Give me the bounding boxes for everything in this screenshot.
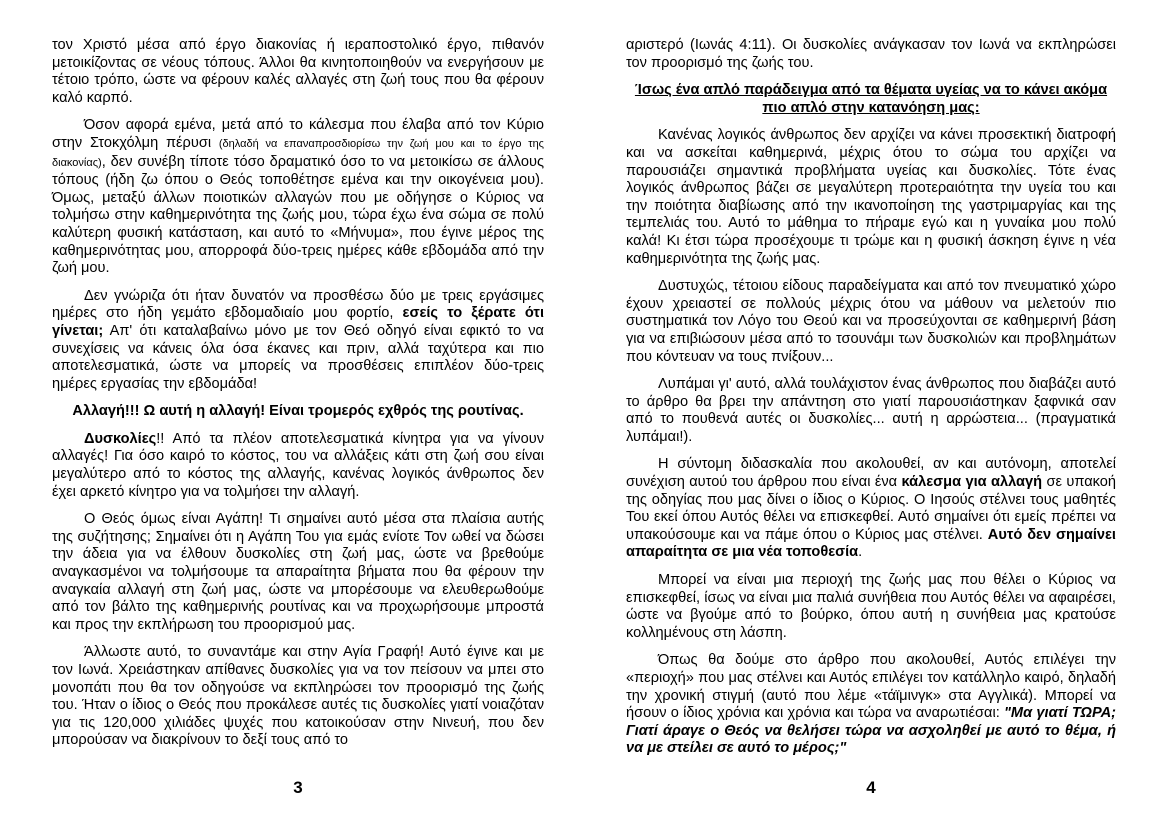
paragraph: Όπως θα δούμε στο άρθρο που ακολουθεί, Αυτός επιλέγει την «περιοχή» που μας στέλνει και Αυτός επιλέγει τον κατάλληλο καιρό, δηλαδή την χρονική στιγμή (αυτό που λέμε «τάϊμινγκ» στα Αγγλικά). Μπορεί να ήσουν ο ίδιος χρόνια και χρόνια και τώρα να αναρωτιέσαι: "Μα γιατί ΤΩΡΑ; Γιατί άραγε ο Θεός να θελήσει τώρα να ασχοληθεί με αυτό το θέμα, ή να με στείλει σε αυτό το μέρος;" — [626, 652, 1116, 757]
paragraph: Άλλωστε αυτό, το συναντάμε και στην Αγία Γραφή! Αυτό έγινε και με τον Ιωνά. Χρειάστηκαν απίθανες δυσκολίες για να τον πείσουν να μπει στο μονοπάτι που θα τον οδηγούσε να εκπληρώσει τον προορισμό της ζωής του. Ήταν ο ίδιος ο Θεός που προκάλεσε αυτές τις δυσκολίες γιατί νοιαζόταν για τις 120,000 χιλιάδες ψυχές που κατοικούσαν στην Νινευή, που δεν μπορούσαν να διακρίνουν το δεξί τους από το — [52, 644, 544, 749]
paragraph: Μπορεί να είναι μια περιοχή της ζωής μας που θέλει ο Κύριος να επισκεφθεί, ίσως να είναι μια παλιά συνήθεια που Αυτός θέλει να αφαιρέσει, ώστε να βγούμε από το βούρκο, όπου αυτή η συνήθεια μας κρατούσε κολλημένους στη λάσπη. — [626, 572, 1116, 641]
paragraph: Δυστυχώς, τέτοιου είδους παραδείγματα και από τον πνευματικό χώρο έχουν χρειαστεί σε πολλούς μέχρις ότου να μάθουν να μελετούν πιο συστηματικά τον Λόγο του Θεού και να προσεύχονται σε καθημερινή βάση για να επιβιώσουν μέσα από το τσουνάμι των δυσκολιών και προβλημάτων που κόντευαν να τους πνίξουν... — [626, 278, 1116, 365]
left-page — [52, 0, 544, 826]
paragraph: Δυσκολίες!! Από τα πλέον αποτελεσματικά κίνητρα για να γίνουν αλλαγές! Για όσο καιρό το κόστος, του να αλλάξεις κάτι στη ζωή σου είναι μεγαλύτερο από το κόστος της αλλαγής, κανένας λογικός άνθρωπος δεν έχει αρκετό κίνητρο για να τολμήσει την αλλαγή. — [52, 430, 544, 500]
right-page-text — [626, 37, 1116, 768]
page-number: 4 — [866, 778, 876, 797]
paragraph: Λυπάμαι γι' αυτό, αλλά τουλάχιστον ένας άνθρωπος που διαβάζει αυτό το άρθρο θα βρει την απάντηση στο γιατί παρουσιάστηκαν ξαφνικά σαν από το πουθενά αυτές οι δυσκολίες... αυτή η αρρώστεια... (πραγματικά λυπάμαι!). — [626, 376, 1116, 445]
parenthetical-note: (δηλαδή να επαναπροσδιορίσω την ζωή μου και το έργο της διακονίας) — [52, 137, 544, 169]
right-page — [626, 0, 1116, 826]
paragraph: Δεν γνώριζα ότι ήταν δυνατόν να προσθέσω δύο με τρεις εργάσιμες ημέρες στο ήδη γεμάτο εβδομαδιαίο μου φορτίο, εσείς το ξέρατε ότι γίνεται; Απ' ότι καταλαβαίνω μόνο με τον Θεό οδηγό είναι εφικτό το να συνεχίσεις να κάνεις όλα όσα έκανες και πριν, αλλά ταχύτερα και πιο αποτελεσματικά, ώστε να μπορείς να προσθέσεις επιπλέον δύο-τρεις ημέρες εργασίας την εβδομάδα! — [52, 287, 544, 392]
page-number: 3 — [293, 778, 303, 797]
paragraph: Κανένας λογικός άνθρωπος δεν αρχίζει να κάνει προσεκτική διατροφή και να ασκείται καθημερινά, μέχρις ότου το σώμα του αρχίζει να παρουσιάζει σημαντικά προβλήματα υγείας και δυσκολίες. Τότε ένας λογικός άνθρωπος βάζει σε μεγαλύτερη προτεραιότητα την υγεία του και την ποιότητα διαβίωσης από την ικανοποίηση της γαστριμαργίας και της τεμπελιάς του. Αυτό το μάθημα το πήραμε εγώ και η γυναίκα μου πολύ καλά! Κι έτσι τώρα προσέχουμε τι τρώμε και η φυσική άσκηση έγινε η νέα καθημερινότητα της ζωής μας. — [626, 127, 1116, 267]
paragraph: Ο Θεός όμως είναι Αγάπη! Τι σημαίνει αυτό μέσα στα πλαίσια αυτής της συζήτησης; Σημαίνει ότι η Αγάπη Του για εμάς ενίοτε Τον ωθεί να δώσει την άδεια για να έλθουν δυσκολίες στη ζωή μας, ώστε να βρεθούμε αναγκασμένοι να τολμήσουμε τα απαραίτητα βήματα που θα φέρουν την αναγκαία αλλαγή στη ζωή μας, ώστε να μπορέσουμε να ελευθερωθούμε από τον βάλτο της καθημερινής ρουτίνας και να προχωρήσουμε μπροστά και προς την εκπλήρωση του προορισμού μας. — [52, 511, 544, 633]
paragraph: τον Χριστό μέσα από έργο διακονίας ή ιεραποστολικό έργο, πιθανόν μετοικίζοντας σε νέους τόπους. Άλλοι θα κινητοποιηθούν να ενεργήσουν με τέτοιο τρόπο, ώστε να φέρουν καλές αλλαγές στη ζωή τους που θα φέρουν καλό καρπό. — [52, 37, 544, 106]
paragraph: αριστερό (Ιωνάς 4:11). Οι δυσκολίες ανάγκασαν τον Ιωνά να εκπληρώσει τον προορισμό της ζωής του. — [626, 37, 1116, 71]
bold-phrase: Αυτό δεν σημαίνει απαραίτητα σε μια νέα τοποθεσία — [626, 526, 1116, 561]
paragraph: Όσον αφορά εμένα, μετά από το κάλεσμα που έλαβα από τον Κύριο στην Στοκχόλμη πέρυσι (δηλαδή να επαναπροσδιορίσω την ζωή μου και το έργο της διακονίας), δεν συνέβη τίποτε τόσο δραματικό όσο το να μετοικίσω σε άλλους τόπους (ήδη ζω όπου ο Θεός τοποθέτησε εμένα και την οικογένεια μου). Όμως, μεταξύ άλλων ποιοτικών αλλαγών που με οδήγησε ο Κύριος να τολμήσω στην καθημερινότητα της ζωής μου, τώρα έχω ένα σώμα σε πολύ καλύτερη φυσική κατάσταση, και αυτό το «Μήνυμα», που έγινε μέρος της καθημερινότητας μου, απορροφά δύο-τρεις ημέρες κάθε εβδομάδα από την ζωή μου. — [52, 117, 544, 277]
section-heading: Αλλαγή!!! Ω αυτή η αλλαγή! Είναι τρομερός εχθρός της ρουτίνας. — [72, 403, 524, 420]
quote: "Μα γιατί ΤΩΡΑ; Γιατί άραγε ο Θεός να θελήσει τώρα να ασχοληθεί με αυτό το θέμα, ή να με στείλει σε αυτό το μέρος;" — [626, 705, 1116, 757]
left-page-text — [52, 37, 544, 760]
bold-phrase: κάλεσμα για αλλαγή — [901, 474, 1043, 491]
section-heading: Ίσως ένα απλό παράδειγμα από τα θέματα υγείας να το κάνει ακόμα πιο απλό στην κατανόηση μας: — [634, 82, 1108, 116]
paragraph: Η σύντομη διδασκαλία που ακολουθεί, αν και αυτόνομη, αποτελεί συνέχιση αυτού του άρθρου που είναι ένα κάλεσμα για αλλαγή σε υπακοή της οδηγίας που μας δίνει ο ίδιος ο Κύριος. Ο Ιησούς στέλνει τους μαθητές Του εκεί όπου Αυτός θέλει να επισκεφθεί. Αυτό σημαίνει ότι εμείς πρέπει να υπακούσουμε και να πάμε όπου ο Κύριος μας στέλνει. Αυτό δεν σημαίνει απαραίτητα σε μια νέα τοποθεσία. — [626, 456, 1116, 561]
bold-phrase: εσείς το ξέρατε ότι γίνεται; — [52, 305, 544, 339]
bold-word: Δυσκολίες — [84, 430, 157, 447]
